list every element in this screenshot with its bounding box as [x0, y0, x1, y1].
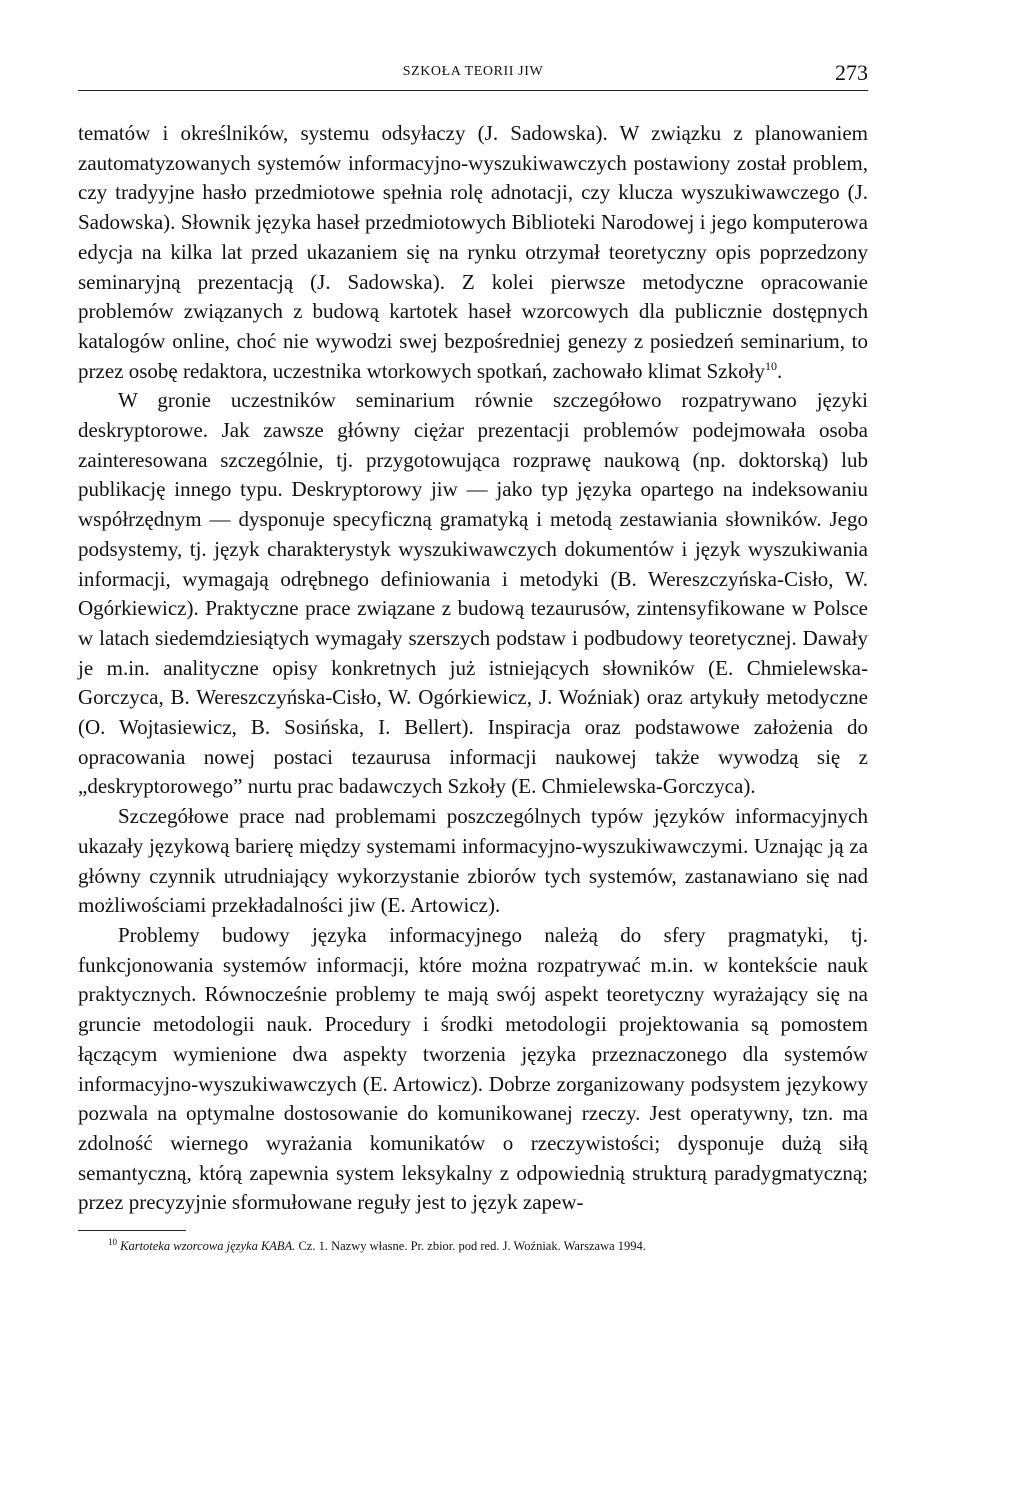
- footnote-number: 10: [108, 1236, 117, 1247]
- footnote-ref: 10: [764, 358, 777, 373]
- footnote: [78, 1237, 868, 1255]
- running-head: SZKOŁA TEORII JIW: [402, 64, 544, 79]
- footnote-title: Kartoteka wzorcowa języka KABA.: [120, 1239, 296, 1254]
- page: [78, 60, 868, 1255]
- footnote-citation: Cz. 1. Nazwy własne. Pr. zbior. pod red. J. Woźniak. Warszawa 1994.: [295, 1239, 646, 1254]
- page-header: [78, 60, 868, 91]
- paragraph-1-text: tematów i określników, systemu odsyłaczy (J. Sadowska). W związku z planowaniem zautomatyzowanych systemów informacyjno-wyszukiwawczych postawiony został problem, czy tradyyjne hasło przedmiotowe spełnia rolę adnotacji, czy klucza wyszukiwawczego (J. Sadowska). Słownik języka haseł przedmiotowych Biblioteki Narodowej i jego komputerowa edycja na kilka lat przed ukazaniem się na rynku otrzymał teoretyczny opis poprzedzony seminaryjną prezentacją (J. Sadowska). Z kolei pierwsze metodyczne opracowanie problemów związanych z budową kartotek haseł wzorcowych dla publicznie dostępnych katalogów online, choć nie wywodzi swej bezpośredniej genezy z posiedzeń seminarium, to przez osobę redaktora, uczestnika wtorkowych spotkań, zachowało klimat Szkoły: [78, 121, 868, 383]
- paragraph-3: Szczegółowe prace nad problemami poszczególnych typów języków informacyjnych ukazały językową barierę między systemami informacyjno-wyszukiwawczymi. Uznając ją za główny czynnik utrudniający wykorzystanie zbiorów tych systemów, zastanawiano się nad możliwościami przekładalności jiw (E. Artowicz).: [78, 804, 868, 918]
- paragraph-2: W gronie uczestników seminarium równie szczegółowo rozpatrywano języki deskryptorowe. Jak zawsze główny ciężar prezentacji problemów podejmowała osoba zainteresowana szczególnie, tj. przygotowująca rozprawę naukową (np. doktorską) lub publikację innego typu. Deskryptorowy jiw — jako typ języka opartego na indeksowaniu współrzędnym — dysponuje specyficzną gramatyką i metodą zestawiania słowników. Jego podsystemy, tj. język charakterystyk wyszukiwawczych dokumentów i język wyszukiwania informacji, wymagają odrębnego definiowania i metodyki (B. Wereszczyńska-Cisło, W. Ogórkiewicz). Praktyczne prace związane z budową tezaurusów, zintensyfikowane w Polsce w latach siedemdziesiątych wymagały szerszych podstaw i podbudowy teoretycznej. Dawały je m.in. analityczne opisy konkretnych już istniejących słowników (E. Chmielewska-Gorczyca, B. Wereszczyńska-Cisło, W. Ogórkiewicz, J. Woźniak) oraz artykuły metodyczne (O. Wojtasiewicz, B. Sosińska, I. Bellert). Inspiracja oraz podstawowe założenia do opracowania nowej postaci tezaurusa informacji naukowej także wywodzą się z „deskryptorowego” nurtu prac badawczych Szkoły (E. Chmielewska-Gorczyca).: [78, 388, 868, 799]
- paragraph-4: Problemy budowy języka informacyjnego należą do sfery pragmatyki, tj. funkcjonowania systemów informacji, które można rozpatrywać m.in. w kontekście nauk praktycznych. Równocześnie problemy te mają swój aspekt teoretyczny wyrażający się na gruncie metodologii nauk. Procedury i środki metodologii projektowania są pomostem łączącym wymienione dwa aspekty tworzenia języka przeznaczonego dla systemów informacyjno-wyszukiwawczych (E. Artowicz). Dobrze zorganizowany podsystem językowy pozwala na optymalne dostosowanie do komunikowanej rzeczy. Jest operatywny, tzn. ma zdolność wiernego wyrażania komunikatów o rzeczywistości; dysponuje dużą siłą semantyczną, którą zapewnia system leksykalny z odpowiednią strukturą paradygmatyczną; przez precyzyjnie sformułowane reguły jest to język zapew-: [78, 922, 868, 1215]
- page-number: 273: [835, 60, 868, 85]
- paragraph-1: [78, 119, 868, 386]
- paragraph-1-end: .: [776, 358, 783, 383]
- footnote-divider: [78, 1230, 186, 1231]
- body-text: [78, 119, 868, 1218]
